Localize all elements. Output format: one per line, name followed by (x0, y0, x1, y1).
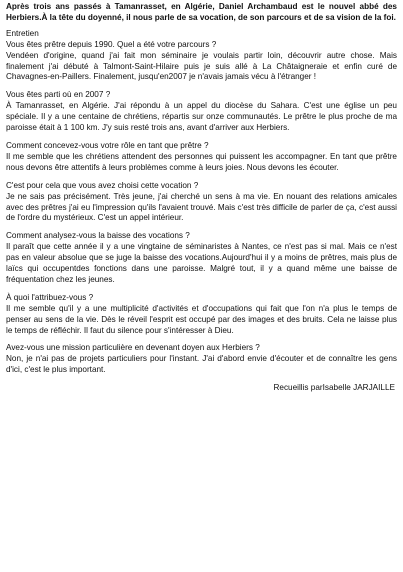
section-label: Entretien (6, 28, 39, 38)
author-signature: Recueillis parIsabelle JARJAILLE (273, 383, 395, 393)
question: Vous êtes parti où en 2007 ? (6, 90, 111, 100)
qa-block (6, 90, 397, 134)
qa-block (6, 343, 397, 376)
qa-block (6, 40, 397, 84)
answer: Je ne sais pas précisément. Très jeune, j'ai cherché un sens à ma vie. En nouant des relations amicales avec des prêtres j'ai eu l'impression qu'ils l'avaient trouvé. Mais c'est très difficile de parler de ça, c'est aussi de l'ordre du mystérieux. C'est un appel intérieur. (6, 191, 397, 223)
answer: À Tamanrasset, en Algérie. J'ai répondu à un appel du diocèse du Sahara. C'est une église un peu spéciale. Il y a une centaine de chrétiens, répartis sur onze communautés. Le prêtre le plus proche de ma paroisse était à 1 100 km. J'y suis resté trois ans, avant d'arriver aux Herbiers. (6, 101, 397, 133)
qa-block (6, 293, 397, 337)
qa-block (6, 231, 397, 286)
qa-block (6, 181, 397, 225)
answer: Vendéen d'origine, quand j'ai fait mon séminaire je voulais partir loin, découvrir autre chose. Mais finalement j'ai débuté à Talmont-Saint-Hilaire puis je suis allé à La Châtaigneraie et enfin curé de Chavagnes-en-Paillers. Finalement, jusqu'en2007 je n'avais jamais vécu à l'étranger ! (6, 50, 397, 82)
answer: Il me semble que les chrétiens attendent des personnes qui puissent les accompagner. En tant que prêtre nous devons être attentifs à leurs problèmes comme à leurs joies. Nous devons les écouter. (6, 151, 397, 172)
answer: Il me semble qu'il y a une multiplicité d'activités et d'occupations qui fait que l'on n'a plus le temps de penser au sens de la vie. Dès le réveil l'esprit est occupé par des images et des bruits. Cela ne laisse plus le temps de réfléchir. Il faut du silence pour s'intéresser à Dieu. (6, 303, 397, 335)
question: C'est pour cela que vous avez choisi cette vocation ? (6, 180, 199, 190)
answer: Il paraît que cette année il y a une vingtaine de séminaristes à Nantes, ce n'est pas si mal. Mais ce n'est pas en valeur absolue que se juge la baisse des vocations.Aujourd'hui il y a moins de prêtres, mais plus de laïcs qui occupentdes fonctions dans une paroisse. Malgré tout, il y a quand même une baisse de fréquentation chez les jeunes. (6, 242, 397, 284)
article-intro: Après trois ans passés à Tamanrasset, en Algérie, Daniel Archambaud est le nouvel abbé des Herbiers.À la tête du doyenné, il nous parle de sa vocation, de son parcours et de sa vision de la foi. (6, 2, 397, 22)
question: Comment concevez-vous votre rôle en tant que prêtre ? (6, 140, 209, 150)
qa-block (6, 141, 397, 174)
answer: Non, je n'ai pas de projets particuliers pour l'instant. J'ai d'abord envie d'écouter et de connaître les gens d'ici, c'est le plus important. (6, 354, 397, 375)
question: À quoi l'attribuez-vous ? (6, 292, 94, 302)
question: Avez-vous une mission particulière en devenant doyen aux Herbiers ? (6, 343, 260, 353)
question: Vous êtes prêtre depuis 1990. Quel a été votre parcours ? (6, 39, 217, 49)
question: Comment analysez-vous la baisse des vocations ? (6, 231, 190, 241)
